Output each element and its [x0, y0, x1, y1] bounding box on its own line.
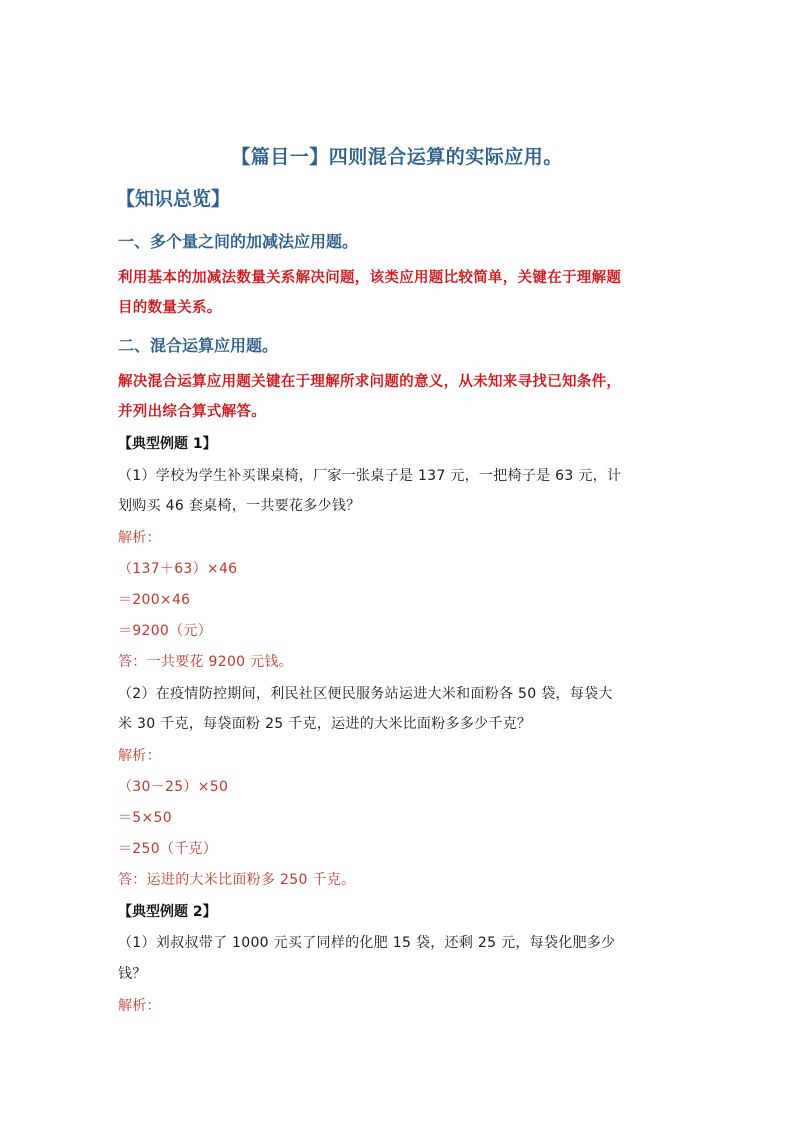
example2-q1-line1: （1）刘叔叔带了 1000 元买了同样的化肥 15 袋，还剩 25 元，每袋化肥多少	[118, 935, 616, 951]
example1-q1-step3: ＝9200（元）	[118, 623, 213, 639]
section2-heading: 二、混合运算应用题。	[118, 336, 279, 355]
example1-q2-line2: 米 30 千克，每袋面粉 25 千克，运进的大米比面粉多多少千克？	[118, 716, 532, 732]
section1-text-line2: 目的数量关系。	[118, 300, 222, 316]
example1-q2-line1: （2）在疫情防控期间，利民社区便民服务站运进大米和面粉各 50 袋，每袋大	[118, 686, 613, 702]
example2-heading: 【典型例题 2】	[118, 904, 217, 920]
example1-heading: 【典型例题 1】	[118, 436, 217, 452]
example1-q2-step1: （30－25）×50	[118, 779, 229, 795]
example1-q2-step2: ＝5×50	[118, 810, 172, 826]
example1-q2-answer: 答：运进的大米比面粉多 250 千克。	[118, 872, 356, 888]
section1-heading: 一、多个量之间的加减法应用题。	[118, 232, 359, 251]
example1-q1-line1: （1）学校为学生补买课桌椅，厂家一张桌子是 137 元，一把椅子是 63 元，计	[118, 468, 622, 484]
section1-text-line1: 利用基本的加减法数量关系解决问题，该类应用题比较简单，关键在于理解题	[118, 270, 622, 286]
overview-heading: 【知识总览】	[116, 188, 231, 210]
page-title: 【篇目一】四则混合运算的实际应用。	[231, 146, 563, 168]
example2-q1-line2: 钱？	[118, 966, 147, 982]
example1-q1-analysis-label: 解析：	[118, 530, 161, 546]
section2-text-line2: 并列出综合算式解答。	[118, 404, 266, 420]
section2-text-line1: 解决混合运算应用题关键在于理解所求问题的意义，从未知来寻找已知条件，	[118, 374, 622, 390]
example1-q2-analysis-label: 解析：	[118, 748, 161, 764]
example1-q1-step2: ＝200×46	[118, 592, 191, 608]
example1-q1-line2: 划购买 46 套桌椅，一共要花多少钱？	[118, 498, 361, 514]
example1-q2-step3: ＝250（千克）	[118, 841, 218, 857]
example1-q1-answer: 答：一共要花 9200 元钱。	[118, 654, 294, 670]
example2-q1-analysis-label: 解析：	[118, 998, 161, 1014]
example1-q1-step1: （137＋63）×46	[118, 561, 238, 577]
